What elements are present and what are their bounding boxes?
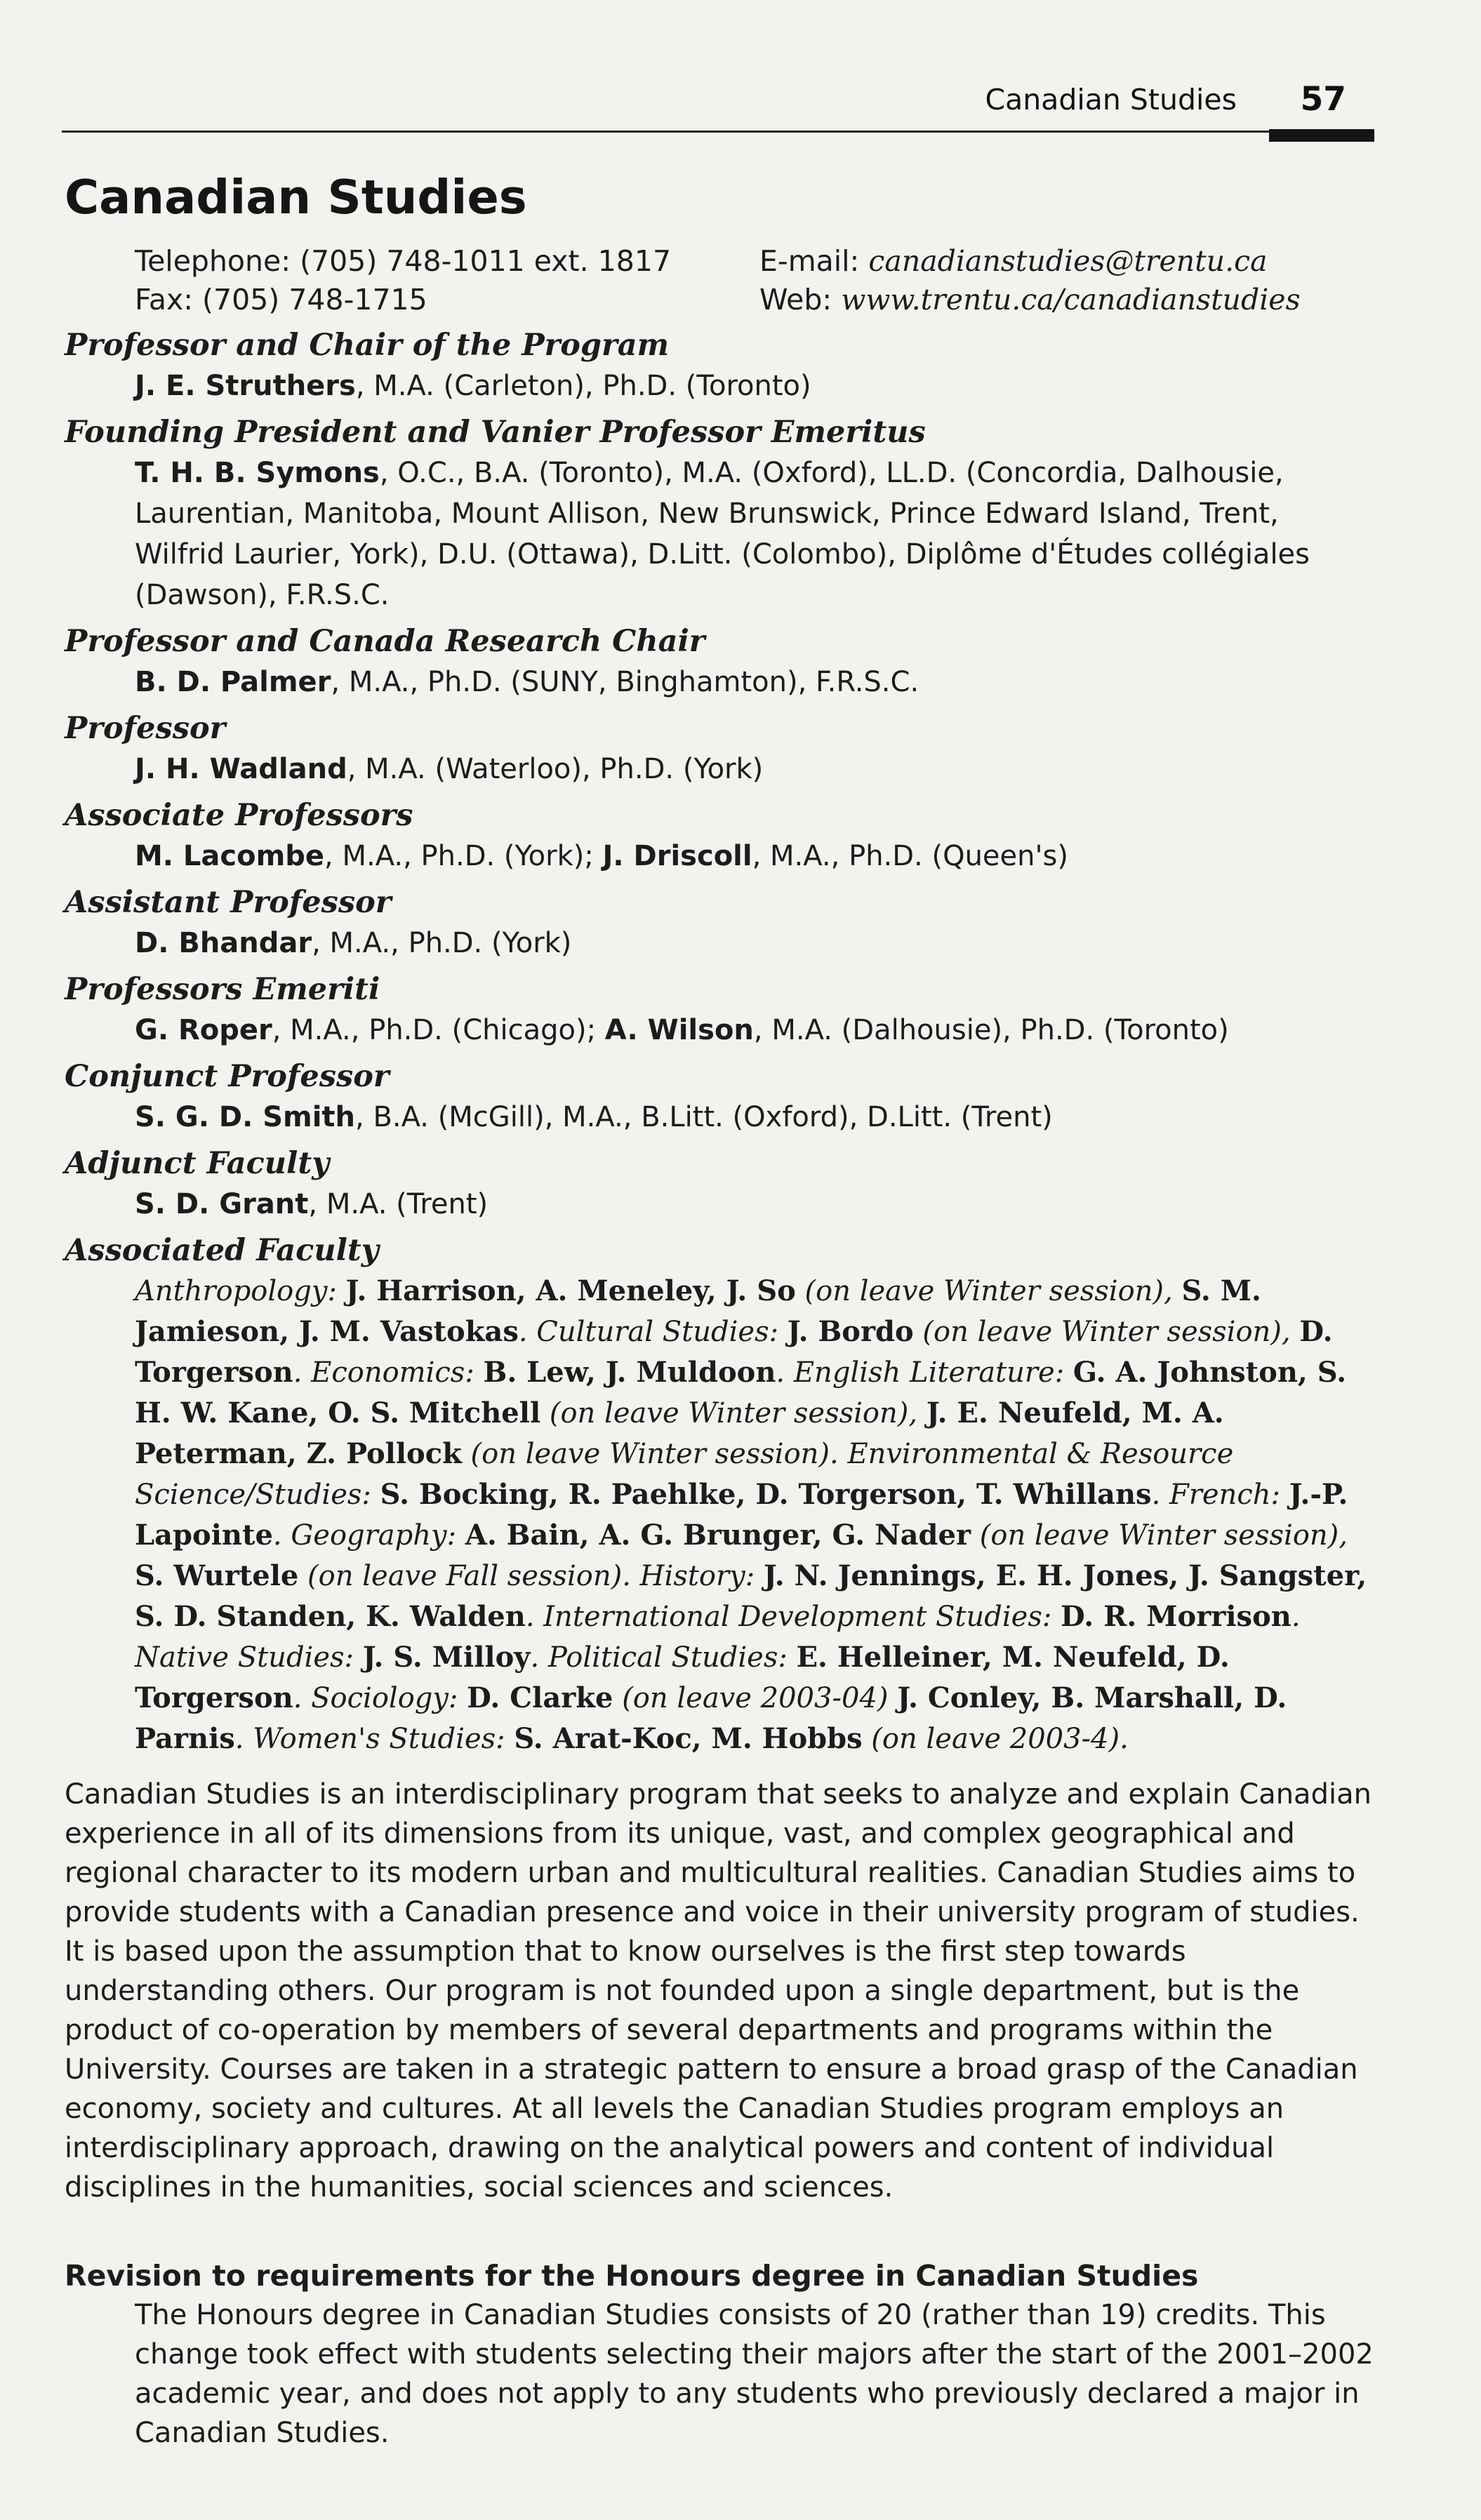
email-line [759, 242, 1461, 281]
role-title: Founding President and Vanier Professor Emeritus [65, 414, 926, 450]
faculty-name: J. E. Struthers [135, 369, 356, 402]
faculty-names: J. N. Jennings, E. H. Jones, J. Sangster, S. D. Standen, K. Walden [135, 1559, 1367, 1633]
revision-body: The Honours degree in Canadian Studies consists of 20 (rather than 19) credits. This change took effect with students selecting their majors after the start of the 2001–2002 academic year, and does not apply to any students who previously declared a major in Canadian Studies. [135, 2298, 1374, 2449]
faculty-credentials: , M.A., Ph.D. (SUNY, Binghamton), F.R.S.C. [331, 665, 919, 698]
faculty-name: D. Bhandar [135, 926, 312, 959]
discipline-label: . Political Studies: [530, 1641, 797, 1674]
faculty-names: S. M. Jamieson, J. M. Vastokas [135, 1274, 1261, 1348]
faculty-name: A. Wilson [604, 1013, 754, 1046]
faculty-name: B. D. Palmer [135, 665, 331, 698]
faculty-credentials: , M.A. (Dalhousie), Ph.D. (Toronto) [753, 1013, 1229, 1046]
faculty-entry [135, 1010, 1377, 1051]
faculty-names: G. A. Johnston, S. H. W. Kane, O. S. Mitchell [135, 1355, 1347, 1429]
discipline-label: . Native Studies: [135, 1600, 1301, 1674]
discipline-label: . International Development Studies: [525, 1600, 1061, 1633]
page-number: 57 [1300, 80, 1346, 119]
role-title: Professor and Chair of the Program [65, 327, 670, 363]
leave-note: (on leave Winter session), [913, 1315, 1300, 1348]
role-title: Assistant Professor [65, 884, 392, 920]
faculty-credentials: , M.A., Ph.D. (York); [324, 839, 603, 872]
discipline-label: . Sociology: [293, 1681, 467, 1714]
faculty-credentials: , M.A., Ph.D. (York) [312, 926, 572, 959]
discipline-label: . Cultural Studies: [518, 1315, 788, 1348]
faculty-names: J. S. Milloy [362, 1640, 531, 1674]
faculty-name: J. H. Wadland [135, 752, 347, 785]
faculty-names: D. Clarke [467, 1681, 613, 1714]
faculty-credentials: , O.C., B.A. (Toronto), M.A. (Oxford), LL.D. (Concordia, Dalhousie, Laurentian, Manitoba, Mount Allison, New Brunswick, Prince Edward Island, Trent, Wilfrid Laurier, York), D.U. (Ottawa), D.Litt. (Colombo), Diplôme d'Études collégiales (Dawson), F.R.S.C. [135, 456, 1310, 611]
role-title: Professors Emeriti [65, 971, 380, 1007]
role-title: Associate Professors [65, 797, 413, 833]
faculty-names: J. E. Neufeld, M. A. Peterman, Z. Pollock [135, 1396, 1224, 1470]
faculty-entry [135, 662, 1377, 702]
discipline-label: . Economics: [293, 1356, 484, 1389]
discipline-label: . Women's Studies: [234, 1722, 514, 1755]
program-description: Canadian Studies is an interdisciplinary program that seeks to analyze and explain Canadian experience in all of its dimensions from its unique, vast, and complex geographical and regional character to its modern urban and multicultural realities. Canadian Studies aims to provide students with a Canadian presence and voice in their university program of studies. It is based upon the assumption that to know ourselves is the first step towards understanding others. Our program is not founded upon a single department, but is the product of co-operation by members of several departments and programs within the University. Courses are taken in a strategic pattern to ensure a broad grasp of the Canadian economy, society and cultures. At all levels the Canadian Studies program employs an interdisciplinary approach, drawing on the analytical powers and content of individual disciplines in the humanities, social sciences and sciences. [65, 1778, 1372, 2204]
email-address[interactable]: canadianstudies@trentu.ca [868, 244, 1268, 278]
role-title: Conjunct Professor [65, 1058, 390, 1094]
faculty-credentials: , M.A., Ph.D. (Chicago); [272, 1013, 605, 1046]
leave-note: (on leave Winter session), [795, 1274, 1182, 1307]
page-title: Canadian Studies [65, 170, 527, 225]
role-title: Associated Faculty [65, 1232, 379, 1268]
leave-note: (on leave Fall session). [298, 1559, 640, 1592]
leave-note: (on leave 2003-04) [613, 1681, 898, 1714]
faculty-credentials: , B.A. (McGill), M.A., B.Litt. (Oxford), D.Litt. (Trent) [355, 1100, 1053, 1133]
discipline-label: . French: [1151, 1478, 1289, 1511]
discipline-label: . Geography: [272, 1519, 465, 1552]
role-title: Professor and Canada Research Chair [65, 623, 705, 659]
fax: Fax: (705) 748-1715 [135, 282, 427, 316]
faculty-names: B. Lew, J. Muldoon [483, 1355, 776, 1389]
discipline-label: Anthropology: [135, 1274, 346, 1307]
faculty-entry [135, 836, 1377, 876]
faculty-name: J. Driscoll [602, 839, 752, 872]
faculty-entry [135, 1184, 1377, 1225]
running-header-title: Canadian Studies [985, 83, 1237, 116]
faculty-names: D. R. Morrison [1061, 1599, 1291, 1633]
faculty-names: S. Arat-Koc, M. Hobbs [514, 1721, 863, 1755]
faculty-name: G. Roper [135, 1013, 272, 1046]
main-content [65, 172, 1377, 2453]
faculty-names: J.-P. Lapointe [135, 1477, 1348, 1552]
discipline-label: History: [639, 1559, 764, 1592]
leave-note: (on leave Winter session). [461, 1437, 848, 1470]
faculty-names: J. Conley, B. Marshall, D. Parnis [135, 1681, 1287, 1755]
faculty-names: E. Helleiner, M. Neufeld, D. Torgerson [135, 1640, 1230, 1714]
faculty-entry [135, 453, 1377, 615]
faculty-credentials: , M.A. (Waterloo), Ph.D. (York) [347, 752, 764, 785]
faculty-entry [135, 923, 1377, 964]
leave-note: (on leave 2003-4). [862, 1722, 1129, 1755]
faculty-entry [135, 749, 1377, 789]
faculty-names: J. Harrison, A. Meneley, J. So [345, 1274, 796, 1307]
discipline-label: Environmental & Resource Science/Studies: [135, 1437, 1234, 1511]
header-rule [62, 131, 1374, 133]
discipline-label: . English Literature: [776, 1356, 1073, 1389]
web-label: Web: [759, 282, 842, 316]
faculty-credentials: , M.A. (Trent) [308, 1187, 489, 1220]
faculty-name: M. Lacombe [135, 839, 325, 872]
leave-note: (on leave Winter session), [971, 1519, 1348, 1552]
role-title: Adjunct Faculty [65, 1145, 330, 1181]
faculty-credentials: , M.A. (Carleton), Ph.D. (Toronto) [355, 369, 811, 402]
leave-note: (on leave Winter session), [540, 1396, 927, 1429]
faculty-names: D. Torgerson [135, 1314, 1333, 1389]
faculty-credentials: , M.A., Ph.D. (Queen's) [752, 839, 1068, 872]
faculty-names: A. Bain, A. G. Brunger, G. Nader [465, 1518, 971, 1552]
faculty-entry [135, 1097, 1377, 1138]
associated-faculty-list [135, 1271, 1377, 1759]
faculty-names: S. Bocking, R. Paehlke, D. Torgerson, T. Whillans [380, 1477, 1152, 1511]
header-tab-marker [1269, 129, 1374, 142]
faculty-names: S. Wurtele [135, 1559, 299, 1592]
email-label: E-mail: [759, 244, 869, 278]
web-line [759, 281, 1461, 319]
faculty-name: S. G. D. Smith [135, 1100, 356, 1133]
faculty-names: J. Bordo [787, 1314, 914, 1348]
revision-heading: Revision to requirements for the Honours degree in Canadian Studies [65, 2258, 1199, 2293]
role-title: Professor [65, 710, 226, 746]
telephone: Telephone: (705) 748-1011 ext. 1817 [135, 244, 672, 278]
running-header [62, 77, 1374, 133]
contact-block [135, 242, 1377, 319]
web-address[interactable]: www.trentu.ca/canadianstudies [841, 282, 1301, 316]
faculty-name: T. H. B. Symons [135, 456, 380, 489]
faculty-name: S. D. Grant [135, 1187, 309, 1220]
faculty-entry [135, 366, 1377, 406]
